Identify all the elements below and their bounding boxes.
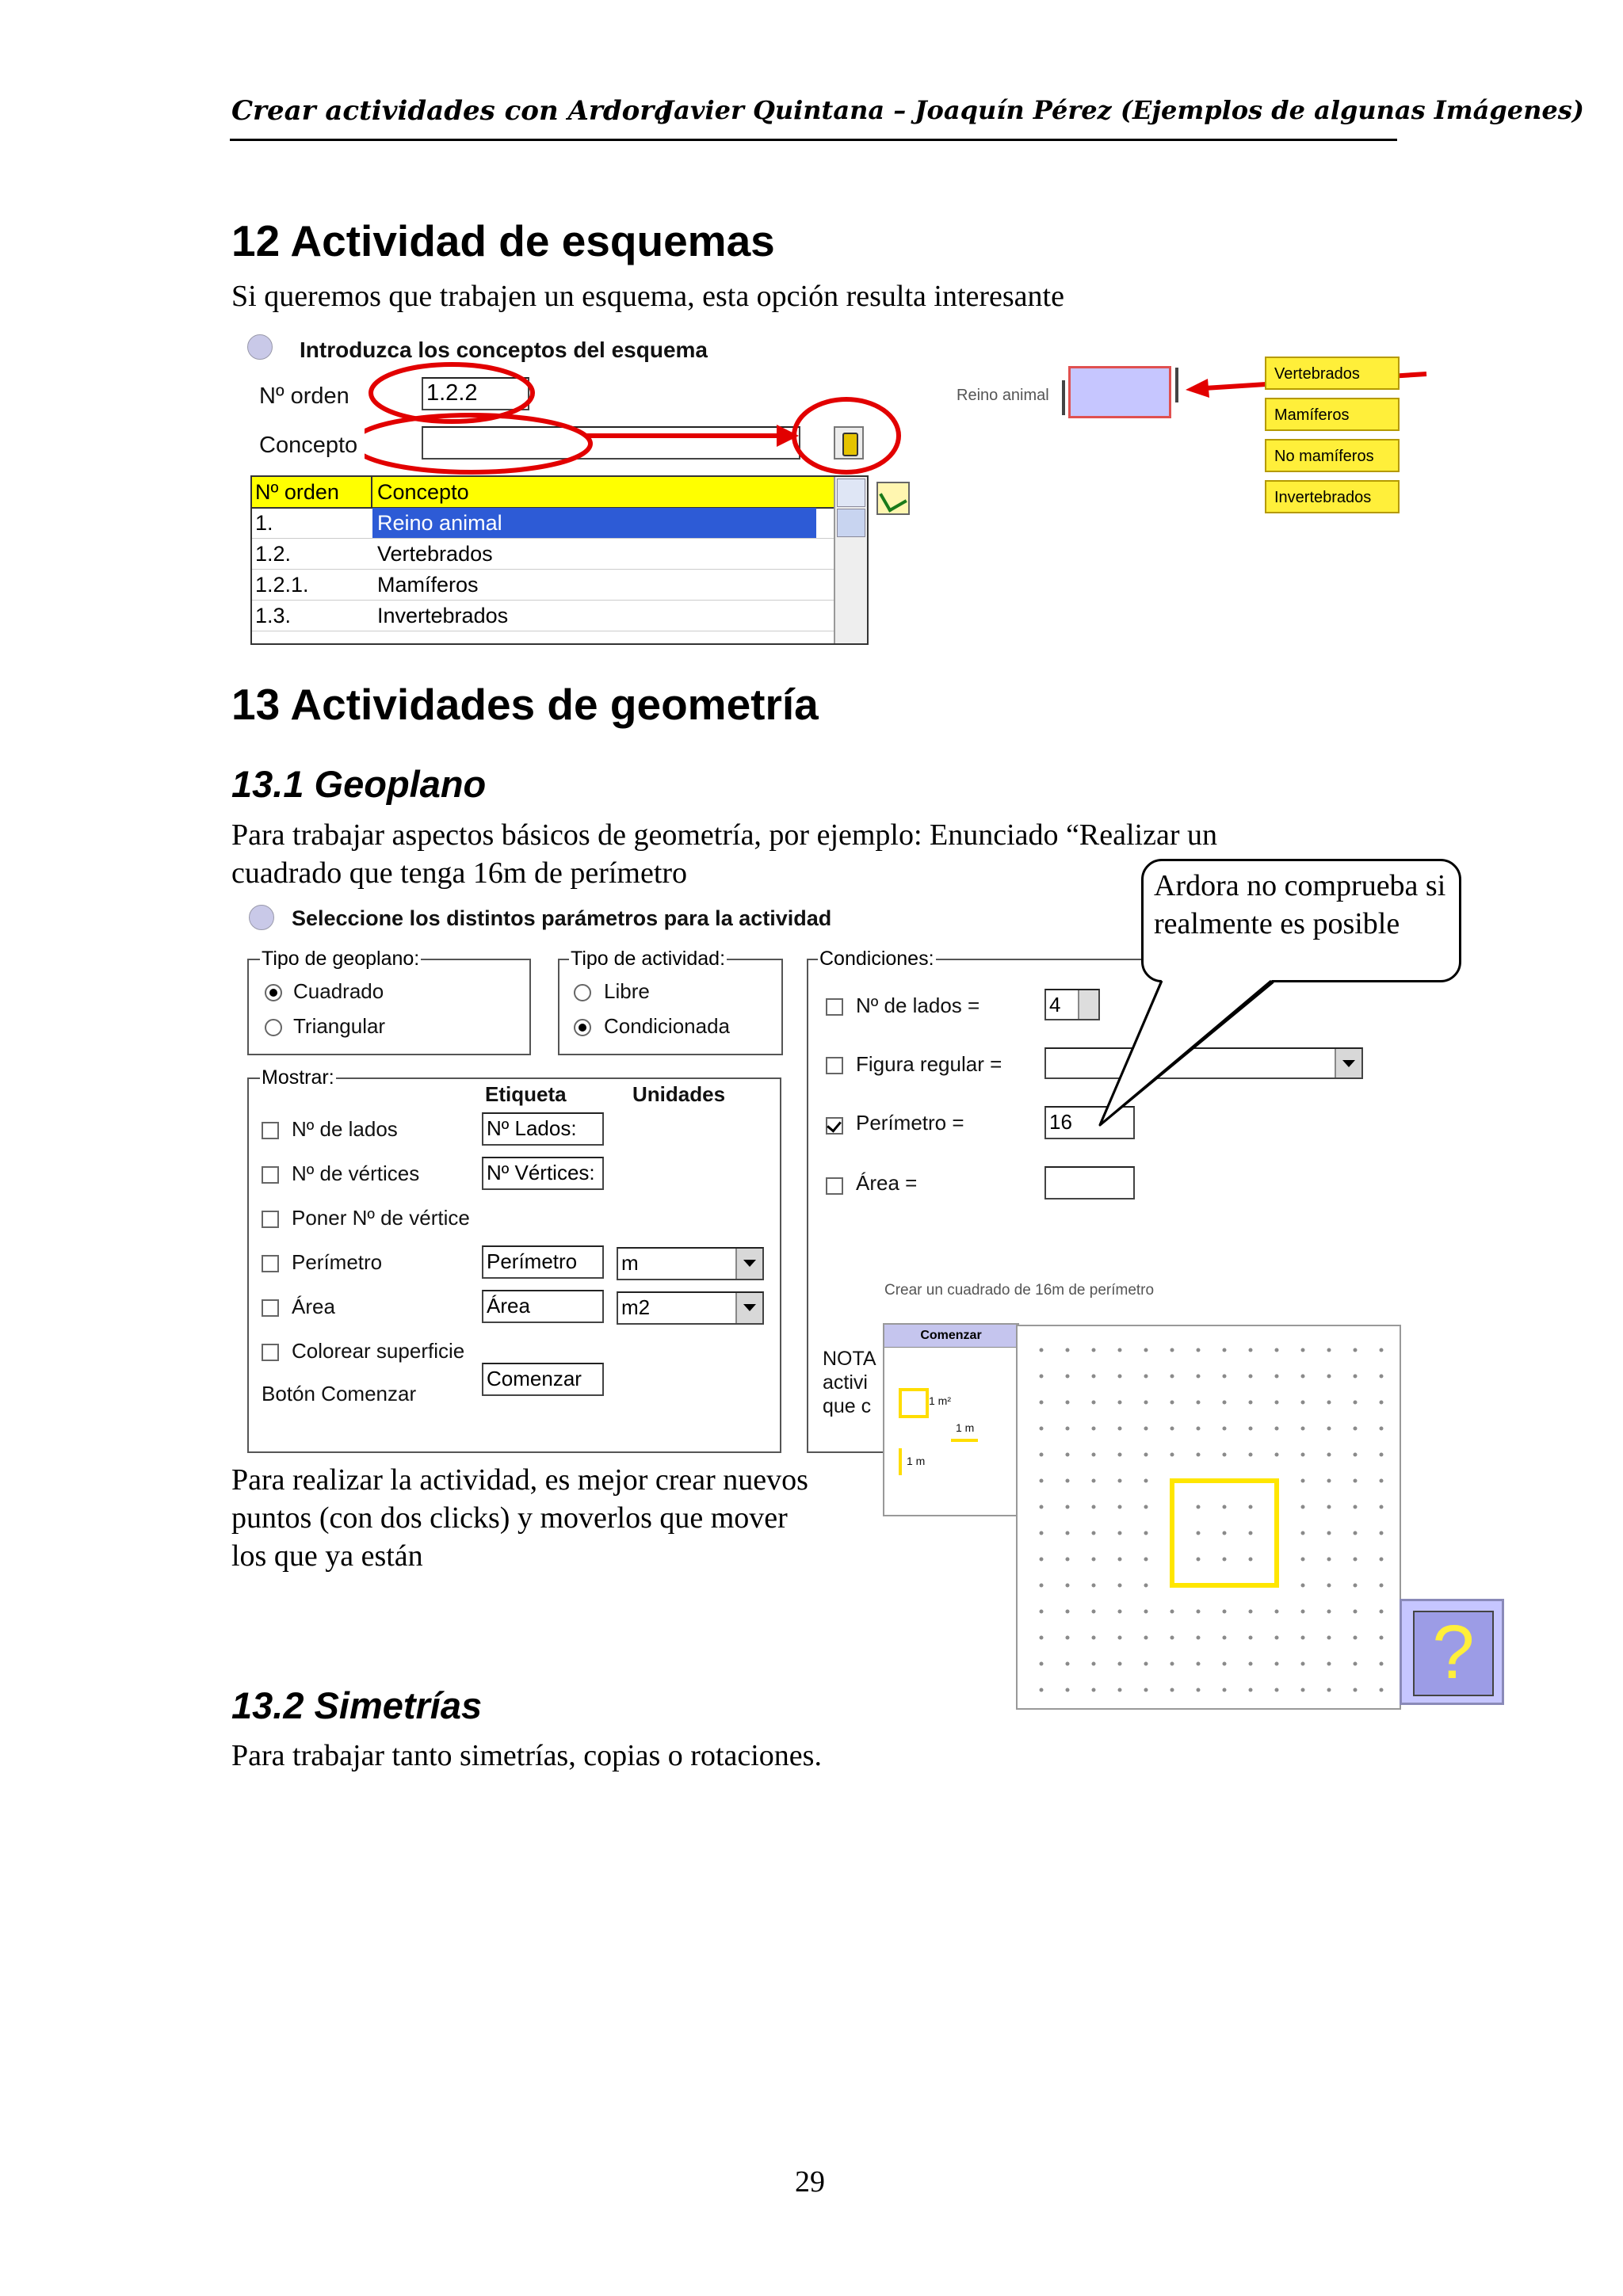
geoplano-peg [1066,1348,1070,1352]
geoplano-caption: Crear un cuadrado de 16m de perímetro [884,1282,1155,1299]
etiqueta-nlados-input[interactable]: Nº Lados: [482,1112,604,1146]
table-scrollbar[interactable] [834,477,867,643]
geoplano-peg [1197,1558,1201,1562]
section-12-text: Si queremos que trabajen un esquema, esta opción resulta interesante [231,280,1064,313]
colorear-superficie-label: Colorear superficie [292,1339,465,1363]
geoplano-peg [1040,1348,1044,1352]
condiciones-legend: Condiciones: [819,948,934,970]
geoplano-peg [1144,1636,1148,1640]
table-row[interactable] [252,570,867,601]
geoplano-peg [1249,1636,1253,1640]
geoplano-peg [1170,1375,1174,1379]
geoplano-peg [1223,1348,1227,1352]
geoplano-peg [1301,1401,1305,1405]
geoplano-peg [1354,1505,1358,1509]
geoplano-peg [1118,1453,1122,1457]
unidad-perimetro-value: m [621,1251,639,1275]
table-header-orden: Nº orden [255,480,339,504]
geoplano-peg [1066,1505,1070,1509]
geoplano-peg [1223,1558,1227,1562]
geoplano-peg [1040,1688,1044,1692]
preview-button-no-mamiferos[interactable]: No mamíferos [1265,439,1400,472]
geoplano-peg [1144,1688,1148,1692]
table-row[interactable] [252,508,867,539]
geoplano-peg [1118,1375,1122,1379]
geoplano-peg [1144,1531,1148,1535]
table-cell-orden: 1.2.1. [255,573,309,597]
geoplano-peg [1040,1427,1044,1431]
col-unidades: Unidades [632,1082,726,1106]
header-left: Crear actividades con Ardora [231,95,672,127]
geoplano-peg [1380,1505,1384,1509]
geoplano-peg [1249,1348,1253,1352]
nota-line-3: que c [823,1395,872,1417]
geoplano-peg [1040,1636,1044,1640]
preview-root-label: Reino animal [957,387,1049,404]
radio-condicionada[interactable] [574,1019,591,1036]
mostrar-perimetro-label: Perímetro [292,1250,383,1274]
geoplano-peg [1354,1662,1358,1666]
preview-drop-box[interactable] [1068,366,1171,418]
geoplano-peg [1249,1401,1253,1405]
geoplano-peg [1118,1584,1122,1588]
geoplano-peg [1301,1636,1305,1640]
geoplano-peg [1092,1558,1096,1562]
geoplano-peg [1275,1348,1279,1352]
geoplano-peg [1380,1688,1384,1692]
geoplano-peg [1040,1505,1044,1509]
geoplano-peg [1223,1453,1227,1457]
preview-button-vertebrados[interactable]: Vertebrados [1265,357,1400,390]
geoplano-peg [1144,1401,1148,1405]
radio-condicionada-label: Condicionada [604,1014,731,1038]
legend-len-label-1: 1 m [956,1421,975,1434]
geoplano-peg [1301,1453,1305,1457]
geoplano-peg [1249,1531,1253,1535]
table-header-concepto: Concepto [377,480,469,504]
geoplano-peg [1040,1479,1044,1483]
geoplano-peg [1040,1610,1044,1614]
geoplano-peg [1197,1662,1201,1666]
subsection-13-1-text-3: Para realizar la actividad, es mejor crear nuevos [231,1463,808,1497]
subsection-13-2-title: 13.2 Simetrías [231,1684,483,1726]
geoplano-peg [1197,1610,1201,1614]
geoplano-peg [1118,1479,1122,1483]
geoplano-peg [1275,1453,1279,1457]
radio-libre-label: Libre [604,979,650,1003]
geoplano-peg [1275,1688,1279,1692]
geoplano-peg [1066,1453,1070,1457]
nlados-checkbox[interactable] [826,998,843,1016]
geoplano-peg [1092,1584,1096,1588]
geoplano-peg [1040,1584,1044,1588]
geoplano-peg [1197,1401,1201,1405]
geoplano-peg [1170,1401,1174,1405]
geoplano-peg [1380,1348,1384,1352]
params-heading: Seleccione los distintos parámetros para la actividad [292,906,832,930]
geoplano-peg [1092,1453,1096,1457]
geoplano-peg [1066,1662,1070,1666]
geoplano-peg [1354,1427,1358,1431]
geoplano-peg [1327,1584,1331,1588]
geoplano-peg [1223,1375,1227,1379]
geoplano-peg [1249,1558,1253,1562]
table-cell-concepto: Vertebrados [377,542,493,566]
geoplano-peg [1327,1453,1331,1457]
table-row[interactable] [252,539,867,570]
geoplano-peg [1380,1375,1384,1379]
geoplano-peg [1197,1688,1201,1692]
geoplano-peg [1249,1688,1253,1692]
geoplano-peg [1092,1505,1096,1509]
geoplano-peg [1301,1531,1305,1535]
geoplano-peg [1066,1610,1070,1614]
concepto-label: Concepto [259,433,358,458]
concept-table[interactable] [250,475,869,645]
geoplano-peg [1170,1610,1174,1614]
geoplano-peg [1327,1505,1331,1509]
legend-len-label-2: 1 m [907,1455,926,1467]
geoplano-peg [1118,1558,1122,1562]
geoplano-peg [1223,1427,1227,1431]
geoplano-peg [1327,1375,1331,1379]
mostrar-nlados-checkbox[interactable] [262,1122,279,1139]
help-question-icon: ? [1413,1611,1494,1696]
geoplano-peg [1092,1662,1096,1666]
unit-length-h-icon [951,1439,978,1442]
geoplano-peg [1092,1636,1096,1640]
subsection-13-1-title: 13.1 Geoplano [231,763,487,805]
geoplano-peg [1380,1401,1384,1405]
geoplano-peg [1197,1375,1201,1379]
geoplano-peg [1275,1636,1279,1640]
subsection-13-1-text-1: Para trabajar aspectos básicos de geometría, por ejemplo: Enunciado “Realizar un [231,818,1217,852]
etiqueta-nvertices-input[interactable]: Nº Vértices: [482,1157,604,1190]
geoplano-peg [1327,1348,1331,1352]
geoplano-peg [1144,1479,1148,1483]
geoplano-peg [1170,1453,1174,1457]
area-input[interactable] [1044,1166,1135,1199]
header-right: Javier Quintana – Joaquín Pérez (Ejemplos de algunas Imágenes) [662,95,1584,125]
poner-nvertice-checkbox[interactable] [262,1211,279,1228]
orden-input[interactable]: 1.2.2 [422,377,529,410]
geoplano-peg [1249,1427,1253,1431]
geoplano-peg [1223,1662,1227,1666]
geoplano-peg [1066,1401,1070,1405]
tipo-actividad-group [558,959,783,1055]
unidad-area-value: m2 [621,1295,651,1319]
perimetro-label: Perímetro = [856,1111,964,1135]
geoplano-peg [1275,1401,1279,1405]
unit-length-v-icon [899,1448,902,1475]
geoplano-peg [1301,1610,1305,1614]
geoplano-peg [1092,1427,1096,1431]
geoplano-dot-grid[interactable] [1018,1326,1400,1708]
orden-label: Nº orden [259,383,349,409]
geoplano-peg [1144,1453,1148,1457]
geoplano-peg [1118,1688,1122,1692]
area-checkbox[interactable] [826,1177,843,1195]
tipo-actividad-legend: Tipo de actividad: [571,948,726,970]
geoplano-peg [1249,1610,1253,1614]
legend-area-label: 1 m² [929,1394,951,1407]
geoplano-peg [1249,1505,1253,1509]
geoplano-peg [1066,1479,1070,1483]
geoplano-peg [1170,1427,1174,1431]
geoplano-peg [1144,1558,1148,1562]
geoplano-peg [1327,1558,1331,1562]
unidad-area-select[interactable] [617,1291,764,1325]
geoplano-peg [1275,1610,1279,1614]
geoplano-peg [1354,1453,1358,1457]
geoplano-peg [1197,1348,1201,1352]
geoplano-peg [1066,1636,1070,1640]
table-cell-concepto: Reino animal [377,511,502,535]
geoplano-peg [1223,1401,1227,1405]
geoplano-peg [1170,1662,1174,1666]
geoplano-peg [1144,1610,1148,1614]
geoplano-peg [1223,1505,1227,1509]
etiqueta-perimetro-input[interactable]: Perímetro [482,1245,604,1279]
nota-fragment [823,1347,876,1418]
geoplano-peg [1327,1610,1331,1614]
geoplano-peg [1275,1375,1279,1379]
schema-heading: Introduzca los conceptos del esquema [300,338,708,362]
unit-square-icon [899,1388,929,1418]
callout-text: Ardora no comprueba si realmente es posible [1154,869,1446,940]
geoplano-peg [1354,1348,1358,1352]
geoplano-peg [1354,1531,1358,1535]
geoplano-peg [1380,1531,1384,1535]
geoplano-peg [1092,1348,1096,1352]
chevron-down-icon [735,1293,762,1323]
geoplano-peg [1144,1662,1148,1666]
area-label: Área = [856,1171,918,1195]
header-rule [230,139,1397,141]
geoplano-peg [1354,1584,1358,1588]
geoplano-peg [1327,1427,1331,1431]
schema-preview [951,349,1403,531]
geoplano-peg [1301,1505,1305,1509]
radio-triangular[interactable] [265,1019,282,1036]
geoplano-peg [1380,1427,1384,1431]
geoplano-peg [1327,1636,1331,1640]
mostrar-nvertices-label: Nº de vértices [292,1161,420,1185]
info-icon [249,905,274,930]
geoplano-peg [1197,1505,1201,1509]
geoplano-peg [1066,1584,1070,1588]
geoplano-peg [1354,1401,1358,1405]
perimetro-input[interactable]: 16 [1044,1106,1135,1139]
geoplano-peg [1275,1427,1279,1431]
geoplano-peg [1040,1401,1044,1405]
geoplano-peg [1301,1427,1305,1431]
geoplano-peg [1223,1610,1227,1614]
geoplano-peg [1327,1479,1331,1483]
geoplano-peg [1197,1636,1201,1640]
chevron-down-icon [735,1249,762,1279]
geoplano-peg [1040,1558,1044,1562]
geoplano-peg [1040,1531,1044,1535]
geoplano-peg [1301,1479,1305,1483]
geoplano-peg [1092,1531,1096,1535]
geoplano-peg [1354,1610,1358,1614]
figura-regular-checkbox[interactable] [826,1057,843,1074]
geoplano-peg [1327,1688,1331,1692]
geoplano-legend-panel [883,1323,1019,1516]
mostrar-legend: Mostrar: [262,1066,334,1089]
geoplano-peg [1354,1688,1358,1692]
geoplano-peg [1118,1348,1122,1352]
geoplano-peg [1144,1375,1148,1379]
table-cell-orden: 1.2. [255,542,292,566]
geoplano-peg [1197,1531,1201,1535]
geoplano-peg [1118,1610,1122,1614]
section-12-title: 12 Actividad de esquemas [231,216,775,265]
geoplano-peg [1380,1453,1384,1457]
mostrar-nvertices-checkbox[interactable] [262,1166,279,1184]
geoplano-peg [1380,1558,1384,1562]
geoplano-peg [1380,1636,1384,1640]
etiqueta-area-input[interactable]: Área [482,1290,604,1323]
geoplano-peg [1380,1662,1384,1666]
subsection-13-1-text-5: los que ya están [231,1539,423,1573]
poner-nvertice-label: Poner Nº de vértice [292,1206,470,1230]
geoplano-peg [1170,1636,1174,1640]
nota-line-2: activi [823,1371,868,1394]
geoplano-peg [1118,1505,1122,1509]
geoplano-peg [1301,1348,1305,1352]
geoplano-peg [1144,1505,1148,1509]
nlados-label: Nº de lados = [856,994,980,1017]
geoplano-peg [1092,1375,1096,1379]
geoplano-board[interactable] [1016,1325,1401,1710]
geoplano-peg [1327,1662,1331,1666]
info-icon [247,334,273,360]
geoplano-peg [1092,1610,1096,1614]
geoplano-peg [1301,1662,1305,1666]
help-button[interactable] [1400,1599,1504,1705]
geoplano-peg [1380,1610,1384,1614]
geoplano-peg [1066,1531,1070,1535]
radio-cuadrado[interactable] [265,984,282,1001]
geoplano-peg [1066,1688,1070,1692]
geoplano-peg [1223,1688,1227,1692]
preview-button-invertebrados[interactable]: Invertebrados [1265,480,1400,513]
page-number: 29 [795,2165,825,2199]
geoplano-peg [1197,1453,1201,1457]
geoplano-peg [1354,1479,1358,1483]
mostrar-area-label: Área [292,1295,335,1318]
boton-comenzar-label: Botón Comenzar [262,1382,417,1405]
geoplano-peg [1066,1427,1070,1431]
geoplano-peg [1040,1662,1044,1666]
geoplano-peg [1144,1427,1148,1431]
geoplano-peg [1249,1662,1253,1666]
colorear-superficie-checkbox[interactable] [262,1344,279,1361]
subsection-13-1-text-2: cuadrado que tenga 16m de perímetro [231,856,688,890]
nota-line-1: NOTA [823,1348,876,1370]
geoplano-peg [1249,1453,1253,1457]
geoplano-peg [1301,1558,1305,1562]
geoplano-peg [1144,1584,1148,1588]
red-annotations [365,349,919,491]
radio-cuadrado-label: Cuadrado [293,979,384,1003]
radio-triangular-label: Triangular [293,1014,386,1038]
subsection-13-2-text: Para trabajar tanto simetrías, copias o rotaciones. [231,1739,822,1772]
geoplano-peg [1092,1479,1096,1483]
geoplano-peg [1301,1584,1305,1588]
geoplano-peg [1066,1558,1070,1562]
geoplano-peg [1380,1479,1384,1483]
geoplano-peg [1040,1375,1044,1379]
geoplano-peg [1301,1375,1305,1379]
geoplano-peg [1092,1688,1096,1692]
geoplano-peg [1118,1427,1122,1431]
geoplano-peg [1066,1375,1070,1379]
radio-libre[interactable] [574,984,591,1001]
geoplano-peg [1118,1531,1122,1535]
unidad-perimetro-select[interactable] [617,1247,764,1280]
geoplano-peg [1327,1531,1331,1535]
preview-button-mamiferos[interactable]: Mamíferos [1265,398,1400,431]
mostrar-perimetro-checkbox[interactable] [262,1255,279,1272]
col-etiqueta: Etiqueta [485,1082,567,1106]
scroll-thumb[interactable] [837,509,865,537]
table-cell-orden: 1. [255,511,273,535]
geoplano-peg [1118,1636,1122,1640]
geoplano-peg [1354,1558,1358,1562]
geoplano-peg [1380,1584,1384,1588]
geoplano-peg [1301,1688,1305,1692]
geoplano-peg [1092,1401,1096,1405]
geoplano-peg [1170,1348,1174,1352]
geoplano-peg [1354,1636,1358,1640]
tipo-geoplano-group [247,959,531,1055]
table-cell-orden: 1.3. [255,604,292,627]
geoplano-peg [1197,1427,1201,1431]
geoplano-peg [1223,1531,1227,1535]
perimetro-checkbox[interactable] [826,1117,843,1135]
geoplano-peg [1144,1348,1148,1352]
section-13-title: 13 Actividades de geometría [231,680,819,729]
figura-regular-label: Figura regular = [856,1052,1002,1076]
mostrar-area-checkbox[interactable] [262,1299,279,1317]
table-row[interactable] [252,601,867,631]
table-cell-concepto: Invertebrados [377,604,509,627]
table-cell-concepto: Mamíferos [377,573,479,597]
geoplano-peg [1354,1375,1358,1379]
geoplano-peg [1118,1401,1122,1405]
geoplano-comenzar-button[interactable]: Comenzar [884,1325,1018,1348]
geoplano-peg [1275,1662,1279,1666]
geoplano-peg [1040,1453,1044,1457]
mostrar-nlados-label: Nº de lados [292,1117,398,1141]
geoplano-peg [1249,1375,1253,1379]
geoplano-peg [1118,1662,1122,1666]
boton-comenzar-input[interactable]: Comenzar [482,1363,604,1396]
subsection-13-1-text-4: puntos (con dos clicks) y moverlos que mover [231,1501,788,1535]
geoplano-peg [1223,1636,1227,1640]
geoplano-peg [1170,1688,1174,1692]
nlados-value: 4 [1049,993,1061,1016]
tipo-geoplano-legend: Tipo de geoplano: [262,948,420,970]
geoplano-peg [1327,1401,1331,1405]
